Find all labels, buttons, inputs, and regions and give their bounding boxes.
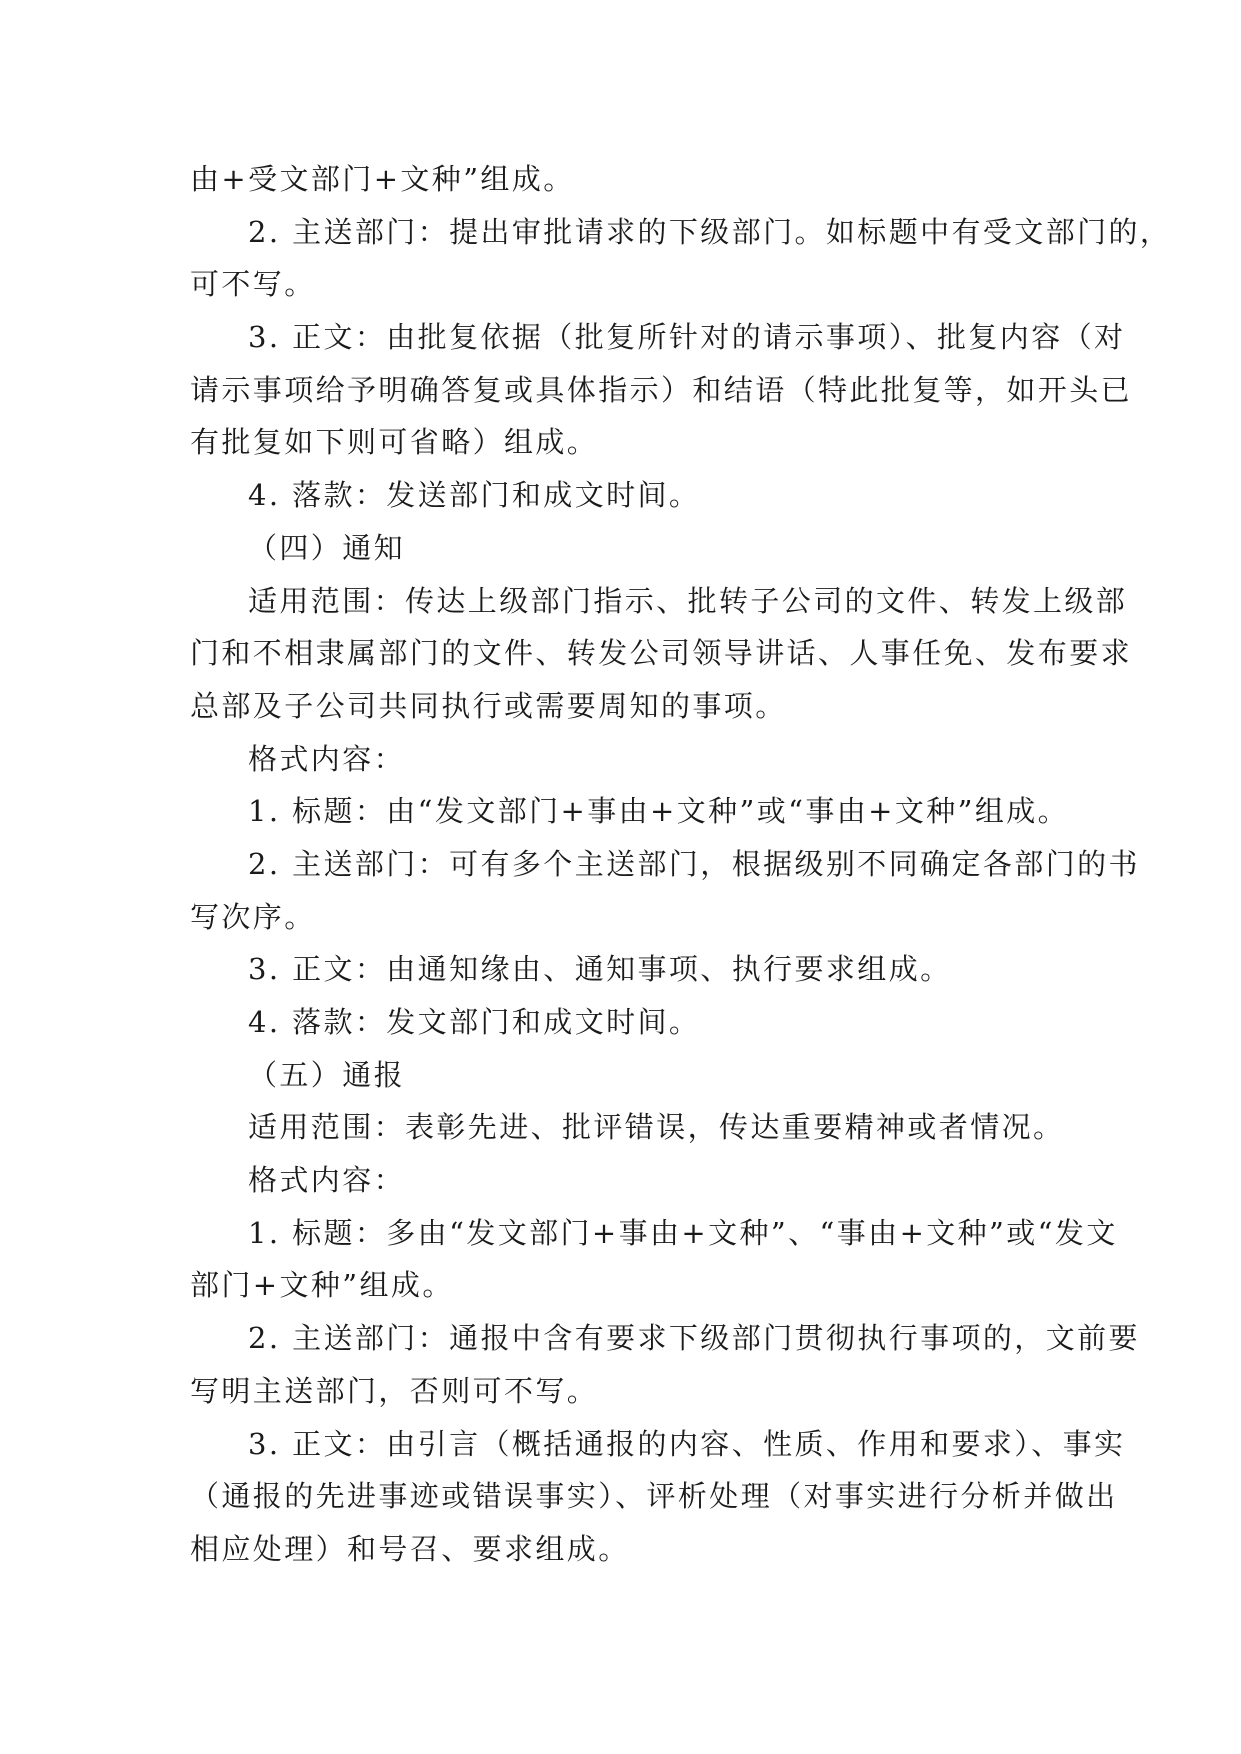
text-line: 2. 主送部门：提出审批请求的下级部门。如标题中有受文部门的， (248, 214, 1172, 249)
text-line: 2. 主送部门：可有多个主送部门，根据级别不同确定各部门的书 (248, 846, 1140, 881)
text-line: 写明主送部门，否则可不写。 (190, 1373, 599, 1408)
section-heading: （五）通报 (248, 1057, 406, 1092)
text-line: 1. 标题：由“发文部门+事由+文种”或“事由+文种”组成。 (248, 794, 1070, 829)
text-line: （通报的先进事迹或错误事实）、评析处理（对事实进行分析并做出 (190, 1479, 1118, 1514)
text-line: 4. 落款：发文部门和成文时间。 (248, 1005, 701, 1039)
text-line: 有批复如下则可省略）组成。 (190, 425, 599, 460)
text-line: 总部及子公司共同执行或需要周知的事项。 (190, 688, 787, 723)
text-line: 适用范围：传达上级部门指示、批转子公司的文件、转发上级部 (248, 583, 1128, 618)
text-line: 4. 落款：发送部门和成文时间。 (248, 478, 701, 513)
section-heading: （四）通知 (248, 530, 406, 565)
text-line: 门和不相隶属部门的文件、转发公司领导讲话、人事任免、发布要求 (190, 636, 1133, 671)
text-line: 由+受文部门+文种”组成。 (190, 162, 575, 196)
text-line: 3. 正文：由引言（概括通报的内容、性质、作用和要求）、事实 (248, 1426, 1126, 1461)
text-line: 部门+文种”组成。 (190, 1268, 454, 1303)
document-body (190, 153, 1172, 1576)
text-line: 3. 正文：由通知缘由、通知事项、执行要求组成。 (248, 952, 952, 987)
text-line: 3. 正文：由批复依据（批复所针对的请示事项）、批复内容（对 (248, 320, 1126, 355)
text-line: 可不写。 (190, 267, 316, 302)
text-line: 2. 主送部门：通报中含有要求下级部门贯彻执行事项的，文前要 (248, 1321, 1140, 1356)
text-line: 相应处理）和号召、要求组成。 (190, 1531, 630, 1566)
text-line: 格式内容： (248, 1163, 406, 1198)
text-line: 写次序。 (190, 899, 316, 934)
text-line: 请示事项给予明确答复或具体指示）和结语（特此批复等，如开头已 (190, 372, 1133, 407)
text-line: 1. 标题：多由“发文部门+事由+文种”、“事由+文种”或“发文 (248, 1215, 1118, 1250)
text-line: 适用范围：表彰先进、批评错误，传达重要精神或者情况。 (248, 1110, 1065, 1145)
text-line: 格式内容： (248, 741, 406, 776)
